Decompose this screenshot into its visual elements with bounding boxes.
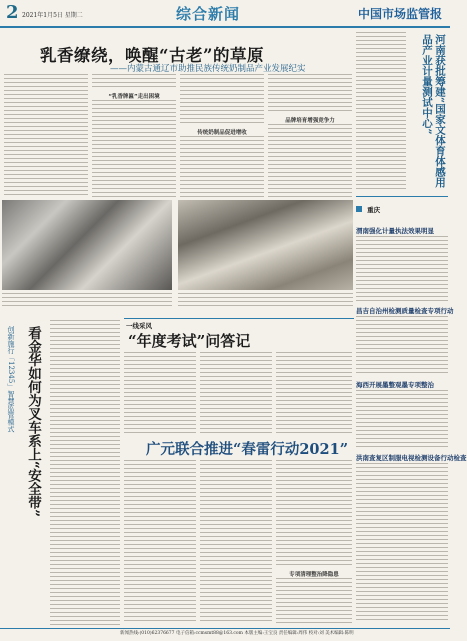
page-header	[0, 0, 450, 26]
lead-text-col-4b	[268, 124, 352, 198]
side-banner-title: 河南获批筹建“国家文体育体感用品产业计量测试中心”	[421, 34, 446, 188]
right-item-2: 昌吉自治州检测质量检查专项行动	[356, 307, 454, 315]
side-text	[356, 32, 406, 192]
bottom-text-col-2	[200, 460, 272, 624]
bottom-subheading: 专项清理整治降隐患	[289, 572, 339, 578]
right-text-2	[356, 316, 448, 376]
bottom-text-col-3a	[276, 460, 352, 568]
right-text-4	[356, 463, 448, 623]
mid-feature-kicker: 一线采风	[126, 322, 152, 330]
section-marker-icon	[356, 206, 362, 212]
left-feature-text	[50, 320, 120, 626]
lead-text-col-1	[4, 74, 88, 198]
lead-text-col-3a	[180, 74, 264, 126]
mid-text-col-1	[124, 352, 196, 434]
right-section-header	[356, 196, 448, 214]
left-feature-subtitle: 创新施行「12345」智慧监管模式	[7, 326, 15, 433]
right-item-3: 海西开展墨整观墨专项整治	[356, 381, 434, 389]
photo-inspection	[2, 200, 172, 290]
bottom-text-col-3b	[276, 578, 352, 624]
lead-subheading-1: “乳香牌匾”走出困境	[108, 94, 160, 100]
issue-date: 2021年1月5日 星期二	[22, 12, 83, 19]
masthead: 中国市场监管报	[358, 7, 443, 21]
right-text-1	[356, 236, 448, 302]
lead-subheading-2: 传统奶制品促进增收	[197, 130, 247, 136]
right-text-3	[356, 390, 448, 450]
lead-text-col-2a	[92, 74, 176, 90]
photo-market	[178, 200, 353, 290]
page-number: 2	[6, 2, 19, 23]
photo-caption-1	[2, 293, 172, 309]
bottom-feature-title: 广元联合推进“春雷行动2021”	[146, 441, 349, 458]
lead-text-col-2b	[92, 100, 176, 198]
left-feature-title: 看金华如何为叉车系上“安全带”	[25, 326, 41, 518]
lead-text-col-3b	[180, 136, 264, 198]
mid-text-col-2	[200, 352, 272, 434]
lead-subheading-3: 品牌培育增强竞争力	[285, 118, 335, 124]
lead-text-col-4a	[268, 74, 352, 114]
right-item-4: 洪南查复区制服电视检测设备行动检查	[356, 454, 467, 462]
footer-info: 新闻热线:(010)62376677 电子信箱:ccmsmt88@163.com 本版主编:王宝良 责任编辑:周伟 校对:刘 美术编辑:陈明	[120, 631, 354, 636]
lead-headline: 乳香缭绕，唤醒“古老”的草原	[40, 46, 264, 65]
section-title: 综合新闻	[176, 5, 241, 23]
header-rule	[0, 26, 450, 28]
right-item-1: 渭南强化计量执法效果明显	[356, 227, 434, 235]
mid-feature-rule	[124, 318, 354, 319]
right-section-label: 重庆	[367, 206, 381, 214]
bottom-text-col-1	[124, 460, 196, 624]
lead-subhead: ——内蒙古通辽市助推民族传统奶制品产业发展纪实	[110, 64, 306, 74]
mid-text-col-3	[276, 352, 352, 434]
mid-feature-title: “年度考试”问答记	[128, 332, 251, 350]
photo-caption-2	[178, 293, 353, 309]
